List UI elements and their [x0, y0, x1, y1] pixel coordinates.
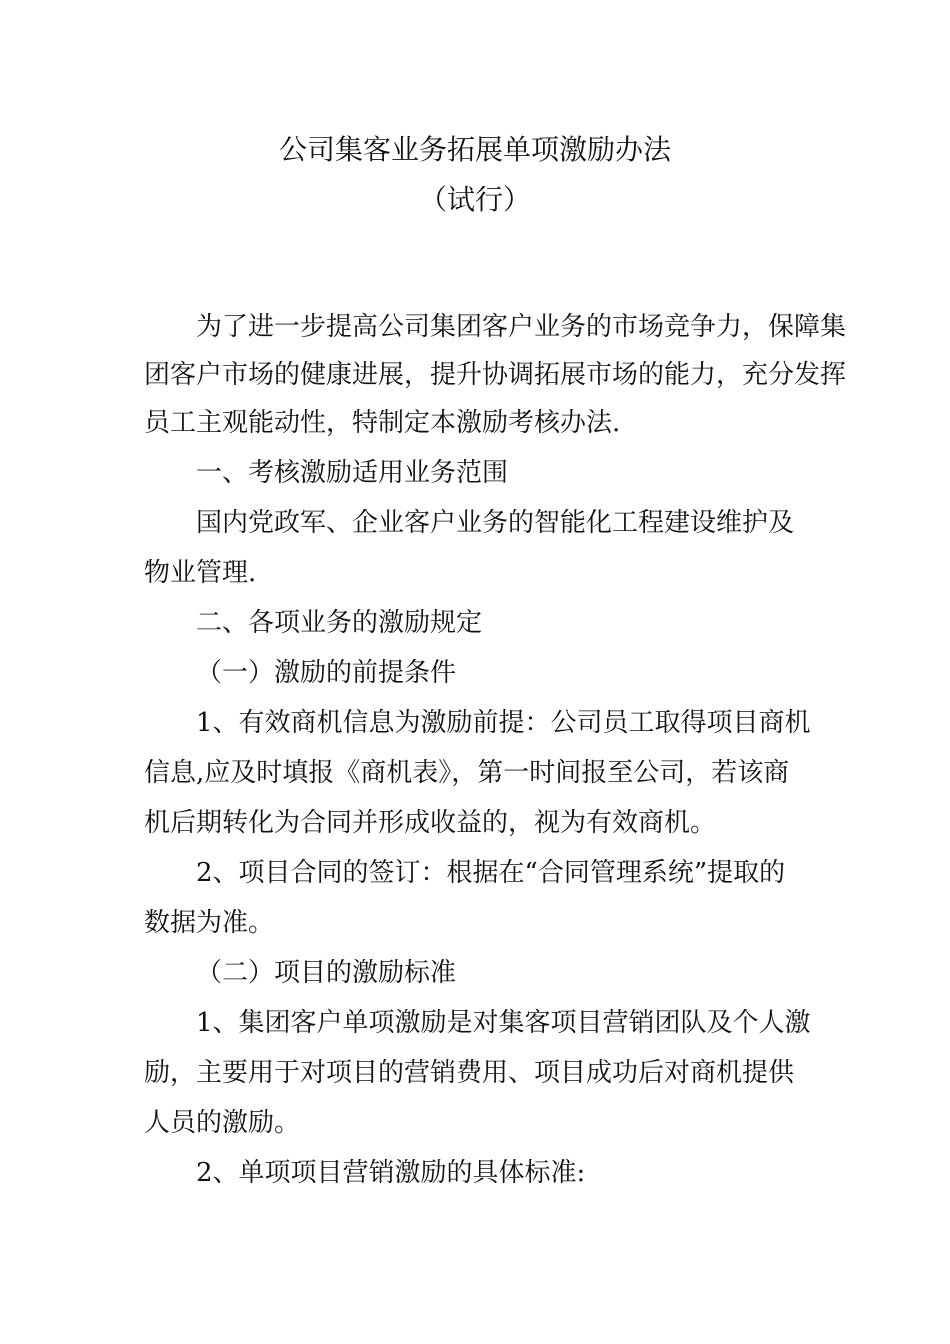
paragraph-line: 人员的激励。 — [144, 1108, 301, 1138]
paragraph-line: 物业管理. — [144, 558, 257, 588]
subsection-heading: （二）项目的激励标准 — [196, 958, 457, 988]
section-heading: 一、考核激励适用业务范围 — [196, 458, 509, 488]
document-subtitle: （试行） — [418, 183, 531, 216]
paragraph-line: 国内党政军、企业客户业务的智能化工程建设维护及 — [196, 508, 795, 538]
paragraph-line: 团客户市场的健康进展，提升协调拓展市场的能力，充分发挥 — [144, 360, 847, 390]
paragraph-line: 2、单项项目营销激励的具体标准: — [196, 1158, 586, 1188]
paragraph-line: 为了进一步提高公司集团客户业务的市场竞争力，保障集 — [196, 312, 847, 342]
paragraph-line: 2、项目合同的签订：根据在“合同管理系统”提取的 — [196, 858, 786, 888]
paragraph-line: 机后期转化为合同并形成收益的，视为有效商机。 — [144, 808, 717, 838]
document-title: 公司集客业务拓展单项激励办法 — [278, 133, 671, 166]
paragraph-line: 1、有效商机信息为激励前提：公司员工取得项目商机 — [196, 708, 811, 738]
paragraph-line: 1、集团客户单项激励是对集客项目营销团队及个人激 — [196, 1008, 811, 1038]
paragraph-line: 信息,应及时填报《商机表》，第一时间报至公司，若该商 — [144, 758, 790, 788]
paragraph-line: 员工主观能动性，特制定本激励考核办法. — [144, 408, 621, 438]
paragraph-line: 数据为准。 — [144, 908, 275, 938]
subsection-heading: （一）激励的前提条件 — [196, 658, 457, 688]
section-heading: 二、各项业务的激励规定 — [196, 608, 483, 638]
paragraph-line: 励，主要用于对项目的营销费用、项目成功后对商机提供 — [144, 1058, 795, 1088]
